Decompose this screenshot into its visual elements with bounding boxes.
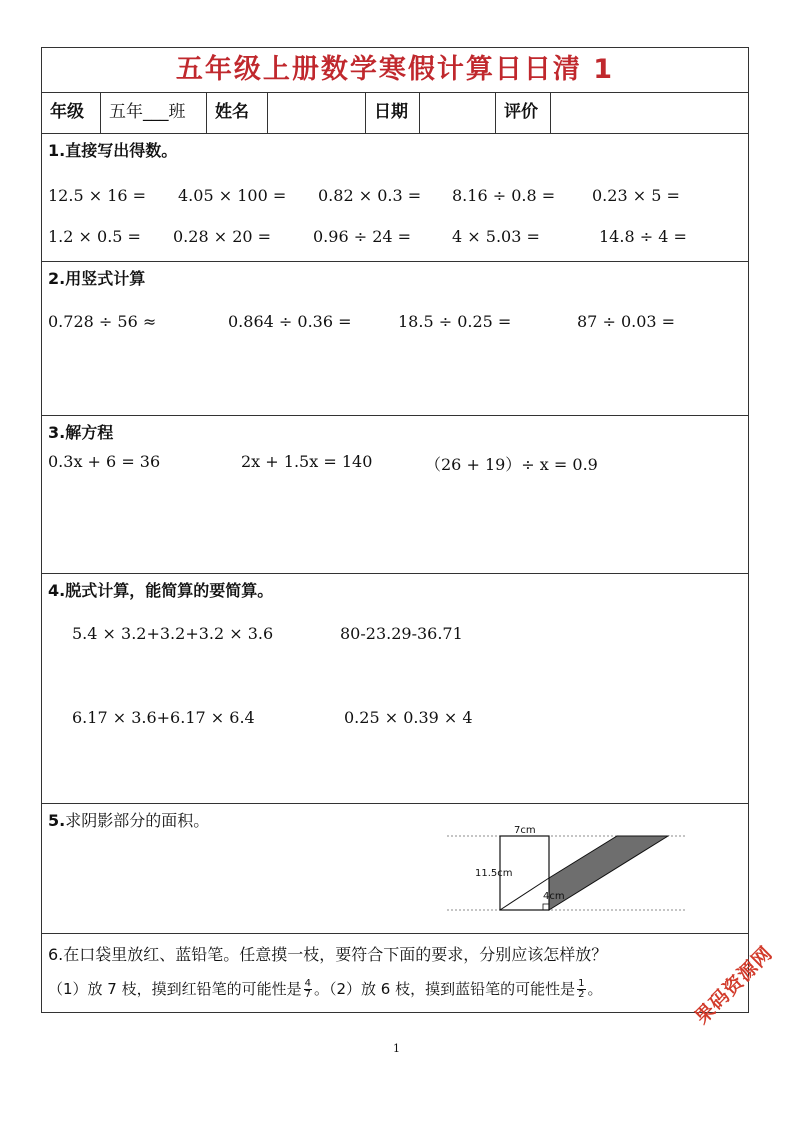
eval-label: 评价 bbox=[496, 93, 551, 133]
shaded-area-figure bbox=[447, 818, 697, 918]
s1-r2-c4: 4 × 5.03 = bbox=[452, 227, 540, 246]
fig-label-mid: 4cm bbox=[543, 891, 565, 902]
s1-r2-c1: 1.2 × 0.5 = bbox=[48, 227, 141, 246]
s4-item-3: 6.17 × 3.6+6.17 × 6.4 bbox=[72, 708, 255, 727]
section-6-heading: 6.在口袋里放红、蓝铅笔。任意摸一枝，要符合下面的要求，分别应该怎样放？ bbox=[48, 945, 608, 964]
s2-item-3: 18.5 ÷ 0.25 = bbox=[398, 312, 512, 331]
worksheet bbox=[41, 47, 749, 1013]
date-label: 日期 bbox=[366, 93, 420, 133]
watermark: 果码资源网 bbox=[690, 942, 778, 1029]
section-3 bbox=[42, 416, 748, 574]
s1-r2-c2: 0.28 × 20 = bbox=[173, 227, 272, 246]
section-2 bbox=[42, 262, 748, 416]
s3-item-3: （26 + 19）÷ x = 0.9 bbox=[425, 455, 598, 474]
fraction-1-2: $\frac{1}{2}$ bbox=[578, 978, 585, 1000]
s4-item-1: 5.4 × 3.2+3.2+3.2 × 3.6 bbox=[72, 624, 274, 643]
s3-item-1: 0.3x + 6 = 36 bbox=[48, 452, 161, 471]
section-3-heading: 3.解方程 bbox=[48, 423, 114, 442]
fig-label-left: 11.5cm bbox=[475, 868, 513, 879]
grade-label: 年级 bbox=[42, 93, 101, 133]
s2-item-2: 0.864 ÷ 0.36 = bbox=[228, 312, 352, 331]
shaded-parallelogram bbox=[549, 836, 668, 910]
page-title: 五年级上册数学寒假计算日日清 1 bbox=[42, 48, 748, 93]
section-6 bbox=[42, 934, 748, 1016]
section-4-heading: 4.脱式计算，能简算的要简算。 bbox=[48, 581, 274, 600]
s2-item-4: 87 ÷ 0.03 = bbox=[577, 312, 676, 331]
section-2-heading: 2.用竖式计算 bbox=[48, 269, 146, 288]
name-field[interactable] bbox=[268, 93, 366, 133]
s1-r1-c2: 4.05 × 100 = bbox=[178, 186, 287, 205]
fraction-4-7: $\frac{4}{7}$ bbox=[304, 978, 311, 1000]
diagonal-line bbox=[500, 878, 549, 910]
name-label: 姓名 bbox=[207, 93, 268, 133]
s1-r2-c5: 14.8 ÷ 4 = bbox=[599, 227, 687, 246]
section-4 bbox=[42, 574, 748, 804]
s1-r2-c3: 0.96 ÷ 24 = bbox=[313, 227, 412, 246]
info-row bbox=[42, 93, 748, 134]
section-1 bbox=[42, 134, 748, 262]
date-field[interactable] bbox=[420, 93, 496, 133]
fig-label-top: 7cm bbox=[514, 825, 536, 836]
s1-r1-c1: 12.5 × 16 = bbox=[48, 186, 147, 205]
s3-item-2: 2x + 1.5x = 140 bbox=[241, 452, 373, 471]
s1-r1-c3: 0.82 × 0.3 = bbox=[318, 186, 422, 205]
section-5-heading: 5.求阴影部分的面积。 bbox=[48, 811, 210, 830]
section-5 bbox=[42, 804, 748, 934]
s2-item-1: 0.728 ÷ 56 ≈ bbox=[48, 312, 157, 331]
page-number: 1 bbox=[393, 1042, 400, 1055]
s4-item-4: 0.25 × 0.39 × 4 bbox=[344, 708, 473, 727]
eval-field[interactable] bbox=[551, 93, 748, 133]
s4-item-2: 80-23.29-36.71 bbox=[340, 624, 463, 643]
s1-r1-c4: 8.16 ÷ 0.8 = bbox=[452, 186, 556, 205]
section-1-heading: 1.直接写出得数。 bbox=[48, 141, 178, 160]
s1-r1-c5: 0.23 × 5 = bbox=[592, 186, 680, 205]
grade-value: 五年___班 bbox=[101, 93, 207, 133]
s6-questions: （1）放 7 枝，摸到红铅笔的可能性是 $\frac{4}{7}$ 。（2）放 6 枝，摸到蓝铅笔的可能性是 $\frac{1}{2}$ 。 bbox=[48, 978, 603, 1000]
